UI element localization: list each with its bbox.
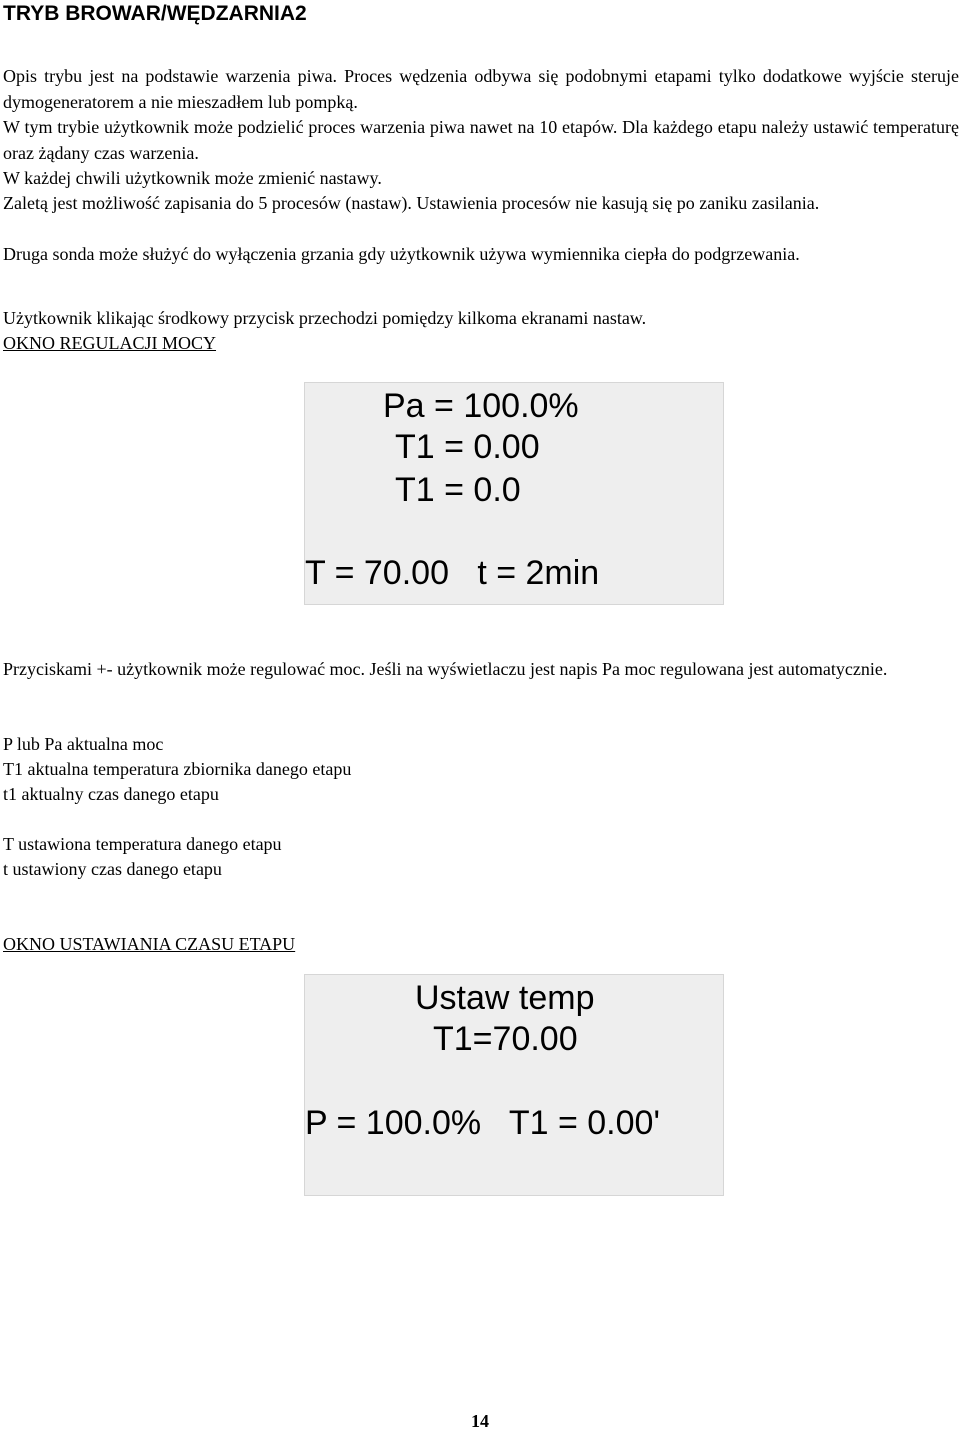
legend-set-time: t ustawiony czas danego etapu (3, 859, 222, 879)
page-title: TRYB BROWAR/WĘDZARNIA2 (3, 2, 307, 25)
power-window-display (304, 382, 724, 605)
time-window-display (304, 974, 724, 1196)
intro-paragraph-1: Opis trybu jest na podstawie warzenia piwa. Proces wędzenia odbywa się podobnymi etapami tylko dodatkowe wyjście steruje dymogeneratorem a nie mieszadłem lub pompką. (3, 66, 959, 112)
display-line-setpoint: T = 70.00 t = 2min (305, 554, 600, 592)
display-line-temp-2: T1 = 0.0 (395, 471, 521, 509)
intro-paragraph-3: W każdej chwili użytkownik może zmienić nastawy. (3, 168, 382, 188)
display-line-status: P = 100.0% T1 = 0.00' (305, 1104, 660, 1142)
display-line-set-temp-value: T1=70.00 (433, 1020, 578, 1058)
display-line-power: Pa = 100.0% (383, 387, 579, 425)
legend-set-temp: T ustawiona temperatura danego etapu (3, 834, 282, 854)
page-number: 14 (471, 1411, 489, 1431)
legend-current-time: t1 aktualny czas danego etapu (3, 784, 219, 804)
intro-paragraph-4: Zaletą jest możliwość zapisania do 5 procesów (nastaw). Ustawienia procesów nie kasują się po zaniku zasilania. (3, 193, 820, 213)
intro-paragraph-5: Druga sonda może służyć do wyłączenia grzania gdy użytkownik używa wymiennika ciepła do podgrzewania. (3, 244, 800, 264)
power-window-description: Przyciskami +- użytkownik może regulować moc. Jeśli na wyświetlaczu jest napis Pa moc regulowana jest automatycznie. (3, 659, 888, 679)
display-line-set-temp-label: Ustaw temp (415, 979, 595, 1017)
intro-paragraph-2: W tym trybie użytkownik może podzielić proces warzenia piwa nawet na 10 etapów. Dla każdego etapu należy ustawić temperaturę oraz żądany czas warzenia. (3, 117, 959, 163)
intro-paragraph-6: Użytkownik klikając środkowy przycisk przechodzi pomiędzy kilkoma ekranami nastaw. (3, 308, 647, 328)
time-window-title: OKNO USTAWIANIA CZASU ETAPU (3, 934, 296, 954)
display-line-temp-1: T1 = 0.00 (395, 428, 540, 466)
legend-power: P lub Pa aktualna moc (3, 734, 164, 754)
legend-current-temp: T1 aktualna temperatura zbiornika danego etapu (3, 759, 352, 779)
power-window-title: OKNO REGULACJI MOCY (3, 333, 217, 353)
